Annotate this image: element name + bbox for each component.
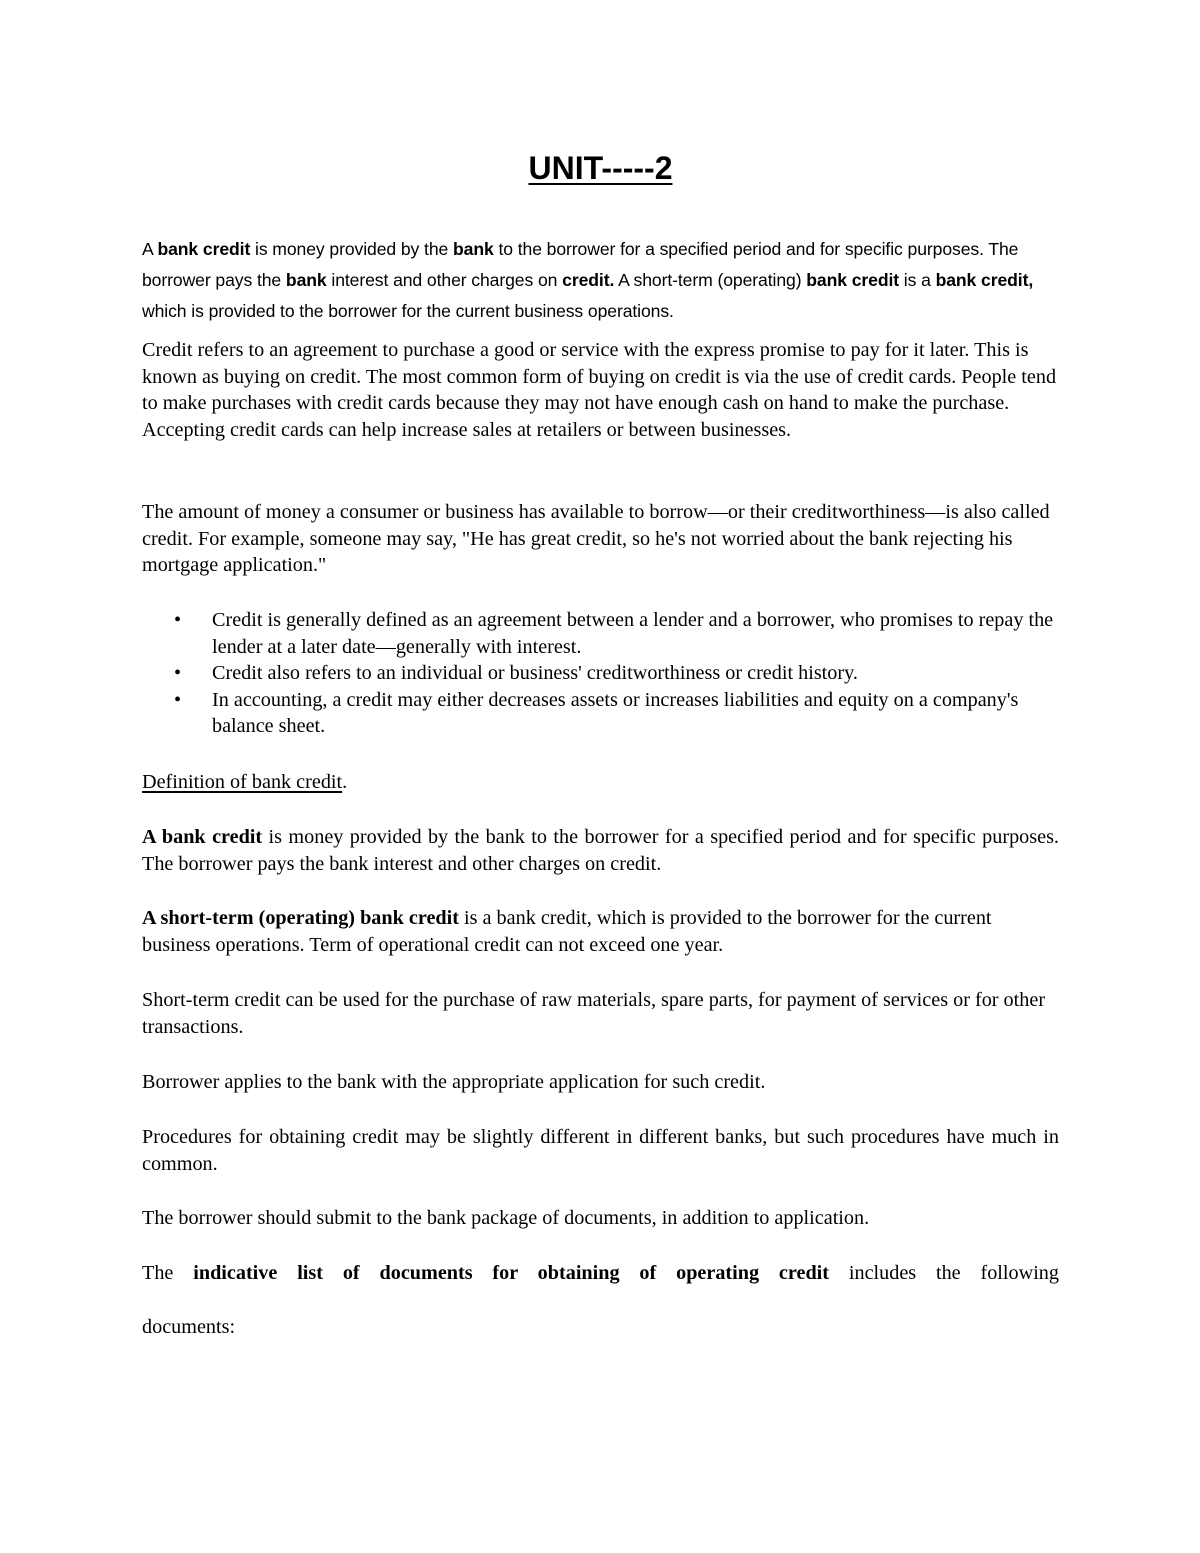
list-item: • In accounting, a credit may either decreases assets or increases liabilities and equity on a company's balance sheet. <box>174 688 1019 737</box>
bullet-icon: • <box>174 609 182 631</box>
list-item: • Credit is generally defined as an agreement between a lender and a borrower, who promises to repay the lender at a later date—generally with interest. <box>174 609 1054 658</box>
borrower-applies-paragraph: Borrower applies to the bank with the appropriate application for such credit. <box>142 1071 766 1093</box>
credit-bullet-list <box>142 607 1059 740</box>
intro-paragraph: A bank credit is money provided by the bank to the borrower for a specified period and for specific purposes. The borrower pays the bank interest and other charges on credit. A short-term (operating) bank credit is a bank credit, which is provided to the borrower for the current business operations. <box>142 238 1034 321</box>
bullet-icon: • <box>174 662 182 684</box>
submit-paragraph: The borrower should submit to the bank package of documents, in addition to application. <box>142 1207 870 1229</box>
list-item: • Credit also refers to an individual or business' creditworthiness or credit history. <box>142 660 1059 687</box>
indicative-list-continuation: documents: <box>142 1316 236 1338</box>
amount-paragraph: The amount of money a consumer or business has available to borrow—or their creditworthiness—is also called credit. For example, someone may say, "He has great credit, so he's not worried about the bank rejecting his mortgage application." <box>142 501 1050 576</box>
procedures-paragraph: Procedures for obtaining credit may be slightly different in different banks, but such procedures have much in common. <box>142 1126 1059 1175</box>
page-title: UNIT-----2 <box>528 150 673 186</box>
indicative-list-paragraph: The indicative list of documents for obtaining of operating credit includes the following <box>142 1262 1059 1284</box>
definition-paragraph-1: A bank credit is money provided by the bank to the borrower for a specified period and for specific purposes. The borrower pays the bank interest and other charges on credit. <box>142 826 1059 875</box>
short-term-paragraph: Short-term credit can be used for the purchase of raw materials, spare parts, for payment of services or for other transactions. <box>142 989 1046 1038</box>
definition-paragraph-2: A short-term (operating) bank credit is a bank credit, which is provided to the borrower for the current business operations. Term of operational credit can not exceed one year. <box>142 907 992 956</box>
definition-heading: Definition of bank credit. <box>142 771 348 793</box>
bullet-icon: • <box>174 688 182 711</box>
credit-refers-paragraph: Credit refers to an agreement to purchase a good or service with the express promise to pay for it later. This is known as buying on credit. The most common form of buying on credit is via the use of credit cards. People tend to make purchases with credit cards because they may not have enough cash on hand to make the purchase. Accepting credit cards can help increase sales at retailers or between businesses. <box>142 339 1057 441</box>
